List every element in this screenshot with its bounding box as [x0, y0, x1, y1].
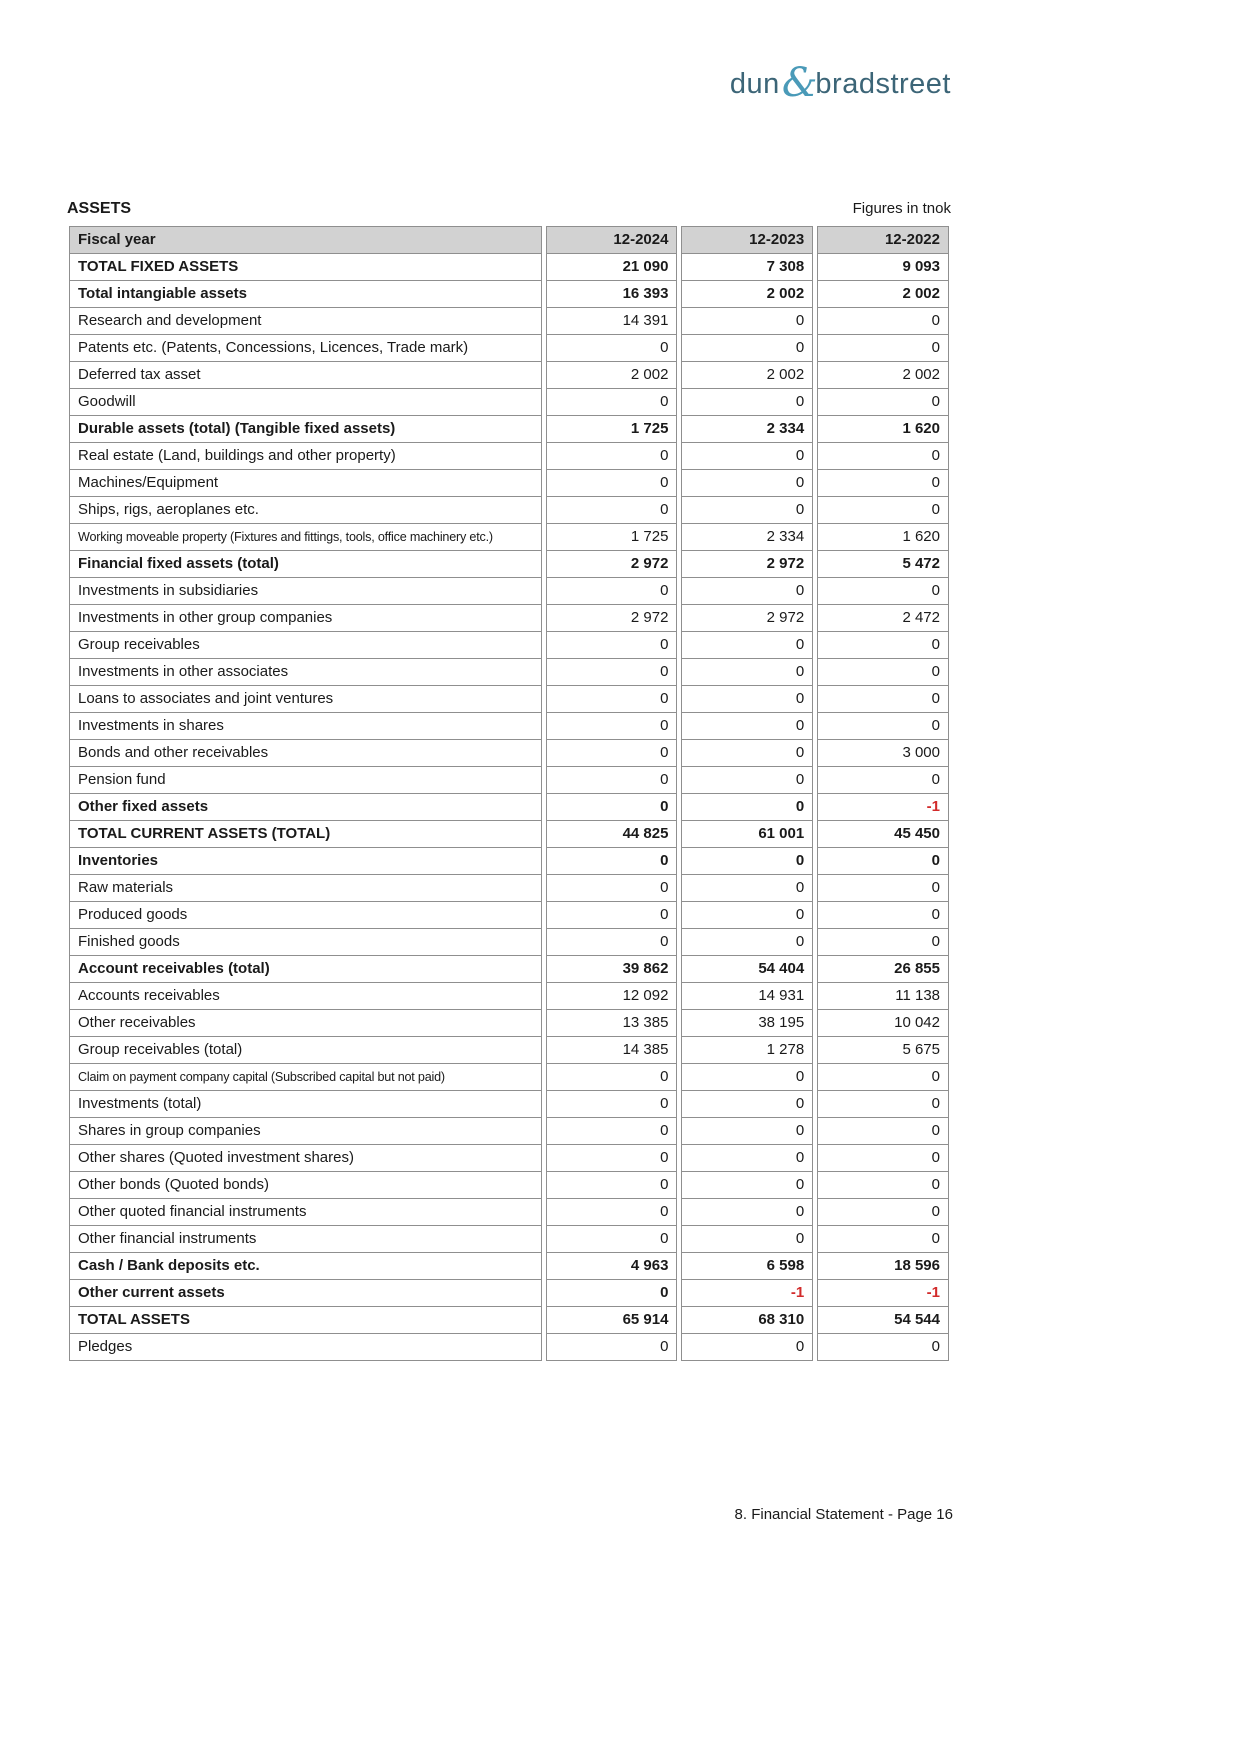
- row-value: 0: [681, 1064, 813, 1091]
- row-value: 2 972: [681, 551, 813, 578]
- row-value: 0: [817, 848, 949, 875]
- row-label: Other shares (Quoted investment shares): [69, 1145, 542, 1172]
- row-label: Bonds and other receivables: [69, 740, 542, 767]
- row-value: 54 404: [681, 956, 813, 983]
- row-value: 0: [817, 713, 949, 740]
- page-content: [65, 200, 953, 1361]
- table-row: [69, 281, 949, 308]
- row-value: 14 391: [546, 308, 678, 335]
- table-row: [69, 956, 949, 983]
- page-footer: 8. Financial Statement - Page 16: [734, 1506, 953, 1523]
- row-label: Produced goods: [69, 902, 542, 929]
- table-row: [69, 389, 949, 416]
- row-value: 0: [546, 713, 678, 740]
- assets-table: [65, 226, 953, 1361]
- row-value: 14 385: [546, 1037, 678, 1064]
- row-value: 0: [546, 848, 678, 875]
- row-value: 0: [681, 497, 813, 524]
- row-value: 0: [681, 1172, 813, 1199]
- table-row: [69, 1118, 949, 1145]
- row-value: 0: [546, 578, 678, 605]
- row-value: 0: [546, 1199, 678, 1226]
- table-row: [69, 470, 949, 497]
- row-value: 0: [817, 1091, 949, 1118]
- row-value: 0: [681, 1091, 813, 1118]
- row-value: 16 393: [546, 281, 678, 308]
- row-value: 0: [817, 389, 949, 416]
- row-label: Machines/Equipment: [69, 470, 542, 497]
- row-value: 0: [546, 389, 678, 416]
- row-value: 1 620: [817, 416, 949, 443]
- row-value: 13 385: [546, 1010, 678, 1037]
- row-value: 0: [681, 389, 813, 416]
- table-row: [69, 713, 949, 740]
- row-value: 0: [681, 1118, 813, 1145]
- row-value: 26 855: [817, 956, 949, 983]
- row-value: 1 278: [681, 1037, 813, 1064]
- row-value: 0: [681, 848, 813, 875]
- row-value: 0: [681, 794, 813, 821]
- table-row: [69, 416, 949, 443]
- logo-word-dun: dun: [729, 68, 780, 100]
- table-row: [69, 659, 949, 686]
- table-row: [69, 875, 949, 902]
- row-value: 1 725: [546, 524, 678, 551]
- row-value: 1 725: [546, 416, 678, 443]
- row-label: Investments in subsidiaries: [69, 578, 542, 605]
- row-value: 0: [681, 470, 813, 497]
- row-label: Other current assets: [69, 1280, 542, 1307]
- row-label: Inventories: [69, 848, 542, 875]
- row-value: 1 620: [817, 524, 949, 551]
- row-value: 0: [546, 1118, 678, 1145]
- table-row: [69, 983, 949, 1010]
- row-value: 0: [817, 497, 949, 524]
- row-label: Total intangiable assets: [69, 281, 542, 308]
- row-value: 54 544: [817, 1307, 949, 1334]
- row-value: 0: [817, 470, 949, 497]
- row-value: 0: [681, 335, 813, 362]
- row-value: 7 308: [681, 254, 813, 281]
- row-label: Ships, rigs, aeroplanes etc.: [69, 497, 542, 524]
- row-value: 39 862: [546, 956, 678, 983]
- column-header-12-2022: 12-2022: [817, 226, 949, 254]
- table-row: [69, 578, 949, 605]
- row-label: Financial fixed assets (total): [69, 551, 542, 578]
- table-row: [69, 497, 949, 524]
- row-value: 0: [546, 1280, 678, 1307]
- table-row: [69, 362, 949, 389]
- table-row: [69, 740, 949, 767]
- row-value: 0: [817, 1172, 949, 1199]
- row-label: Raw materials: [69, 875, 542, 902]
- column-header-fiscal-year: Fiscal year: [69, 226, 542, 254]
- row-value: 0: [546, 740, 678, 767]
- row-value: 0: [817, 659, 949, 686]
- row-value: 65 914: [546, 1307, 678, 1334]
- row-label: Loans to associates and joint ventures: [69, 686, 542, 713]
- table-row: [69, 1037, 949, 1064]
- row-value: 3 000: [817, 740, 949, 767]
- row-value: 0: [681, 659, 813, 686]
- row-label: Cash / Bank deposits etc.: [69, 1253, 542, 1280]
- row-value: -1: [817, 794, 949, 821]
- row-value: 0: [546, 443, 678, 470]
- row-value: 2 334: [681, 524, 813, 551]
- row-value: 45 450: [817, 821, 949, 848]
- row-value: 0: [681, 1334, 813, 1361]
- row-value: 0: [681, 443, 813, 470]
- row-label: TOTAL CURRENT ASSETS (TOTAL): [69, 821, 542, 848]
- row-value: 2 972: [546, 551, 678, 578]
- row-value: 0: [681, 1145, 813, 1172]
- section-title: ASSETS: [67, 200, 132, 217]
- row-label: TOTAL FIXED ASSETS: [69, 254, 542, 281]
- row-value: 0: [546, 929, 678, 956]
- row-value: 0: [546, 659, 678, 686]
- table-row: [69, 821, 949, 848]
- row-value: 0: [817, 767, 949, 794]
- row-value: 4 963: [546, 1253, 678, 1280]
- row-label: Shares in group companies: [69, 1118, 542, 1145]
- row-label: Accounts receivables: [69, 983, 542, 1010]
- table-header-row: [69, 226, 949, 254]
- row-value: 10 042: [817, 1010, 949, 1037]
- row-value: 0: [681, 1226, 813, 1253]
- row-value: 0: [817, 929, 949, 956]
- row-value: 9 093: [817, 254, 949, 281]
- row-value: 0: [817, 875, 949, 902]
- row-value: 0: [546, 1064, 678, 1091]
- row-value: 0: [546, 632, 678, 659]
- dun-bradstreet-logo: dun & bradstreet: [729, 60, 951, 106]
- row-value: 0: [546, 686, 678, 713]
- row-value: 0: [817, 1334, 949, 1361]
- row-label: TOTAL ASSETS: [69, 1307, 542, 1334]
- assets-table-head: [69, 226, 949, 254]
- row-value: 0: [546, 497, 678, 524]
- row-label: Real estate (Land, buildings and other property): [69, 443, 542, 470]
- table-row: [69, 551, 949, 578]
- row-value: 0: [546, 1145, 678, 1172]
- row-value: 0: [546, 470, 678, 497]
- table-row: [69, 1334, 949, 1361]
- row-value: 44 825: [546, 821, 678, 848]
- row-value: 11 138: [817, 983, 949, 1010]
- table-row: [69, 254, 949, 281]
- row-value: 6 598: [681, 1253, 813, 1280]
- row-label: Other quoted financial instruments: [69, 1199, 542, 1226]
- row-label: Other fixed assets: [69, 794, 542, 821]
- row-value: 2 972: [546, 605, 678, 632]
- row-label: Goodwill: [69, 389, 542, 416]
- assets-table-body: [69, 254, 949, 1361]
- row-label: Investments (total): [69, 1091, 542, 1118]
- table-row: [69, 1091, 949, 1118]
- table-row: [69, 1145, 949, 1172]
- row-label: Deferred tax asset: [69, 362, 542, 389]
- table-row: [69, 1226, 949, 1253]
- figures-unit-note: Figures in tnok: [852, 200, 951, 217]
- row-value: 2 002: [817, 362, 949, 389]
- table-row: [69, 929, 949, 956]
- table-row: [69, 443, 949, 470]
- column-header-12-2024: 12-2024: [546, 226, 678, 254]
- row-label: Patents etc. (Patents, Concessions, Licences, Trade mark): [69, 335, 542, 362]
- row-label: Durable assets (total) (Tangible fixed assets): [69, 416, 542, 443]
- row-value: 5 675: [817, 1037, 949, 1064]
- row-value: 0: [546, 1226, 678, 1253]
- table-row: [69, 1010, 949, 1037]
- column-header-12-2023: 12-2023: [681, 226, 813, 254]
- logo-word-bradstreet: bradstreet: [815, 68, 951, 100]
- row-value: 0: [546, 1091, 678, 1118]
- table-row: [69, 767, 949, 794]
- row-value: 0: [546, 875, 678, 902]
- row-value: 0: [681, 740, 813, 767]
- row-value: 0: [817, 686, 949, 713]
- row-value: 21 090: [546, 254, 678, 281]
- row-value: 0: [681, 713, 813, 740]
- row-value: 2 472: [817, 605, 949, 632]
- table-row: [69, 1307, 949, 1334]
- row-value: 0: [546, 1172, 678, 1199]
- row-value: 0: [546, 902, 678, 929]
- row-value: 0: [546, 794, 678, 821]
- row-value: 0: [546, 1334, 678, 1361]
- row-value: 61 001: [681, 821, 813, 848]
- row-value: 2 002: [681, 362, 813, 389]
- row-value: 68 310: [681, 1307, 813, 1334]
- row-value: 0: [546, 335, 678, 362]
- row-label: Other bonds (Quoted bonds): [69, 1172, 542, 1199]
- row-value: 2 972: [681, 605, 813, 632]
- row-label: Investments in other group companies: [69, 605, 542, 632]
- table-title-row: [65, 200, 953, 226]
- row-value: 18 596: [817, 1253, 949, 1280]
- row-value: 38 195: [681, 1010, 813, 1037]
- row-label: Group receivables (total): [69, 1037, 542, 1064]
- row-value: 0: [817, 902, 949, 929]
- row-value: 0: [681, 1199, 813, 1226]
- table-row: [69, 848, 949, 875]
- table-row: [69, 632, 949, 659]
- row-label: Group receivables: [69, 632, 542, 659]
- row-label: Investments in shares: [69, 713, 542, 740]
- row-value: 0: [681, 902, 813, 929]
- row-value: 2 002: [817, 281, 949, 308]
- row-value: 0: [681, 632, 813, 659]
- row-label: Other receivables: [69, 1010, 542, 1037]
- row-value: 0: [817, 1226, 949, 1253]
- row-value: 0: [817, 443, 949, 470]
- row-value: -1: [681, 1280, 813, 1307]
- row-value: 0: [817, 632, 949, 659]
- row-label: Other financial instruments: [69, 1226, 542, 1253]
- row-value: 14 931: [681, 983, 813, 1010]
- row-value: 0: [681, 308, 813, 335]
- table-row: [69, 1172, 949, 1199]
- row-label: Finished goods: [69, 929, 542, 956]
- row-value: 2 334: [681, 416, 813, 443]
- row-value: 0: [546, 767, 678, 794]
- row-label: Claim on payment company capital (Subscribed capital but not paid): [69, 1064, 542, 1091]
- row-value: 0: [681, 686, 813, 713]
- row-label: Pledges: [69, 1334, 542, 1361]
- row-label: Pension fund: [69, 767, 542, 794]
- table-row: [69, 605, 949, 632]
- row-value: 2 002: [681, 281, 813, 308]
- table-row: [69, 1199, 949, 1226]
- row-value: 0: [681, 875, 813, 902]
- row-value: 2 002: [546, 362, 678, 389]
- row-label: Account receivables (total): [69, 956, 542, 983]
- row-value: 0: [817, 1199, 949, 1226]
- row-value: 0: [817, 1118, 949, 1145]
- table-row: [69, 1064, 949, 1091]
- table-row: [69, 524, 949, 551]
- row-value: 0: [817, 1145, 949, 1172]
- table-row: [69, 794, 949, 821]
- row-label: Investments in other associates: [69, 659, 542, 686]
- table-row: [69, 1280, 949, 1307]
- row-label: Working moveable property (Fixtures and fittings, tools, office machinery etc.): [69, 524, 542, 551]
- row-value: 0: [681, 578, 813, 605]
- row-value: 0: [681, 767, 813, 794]
- table-row: [69, 308, 949, 335]
- row-label: Research and development: [69, 308, 542, 335]
- table-row: [69, 902, 949, 929]
- table-row: [69, 686, 949, 713]
- table-row: [69, 1253, 949, 1280]
- row-value: 5 472: [817, 551, 949, 578]
- row-value: 0: [817, 578, 949, 605]
- row-value: 0: [817, 335, 949, 362]
- row-value: 0: [681, 929, 813, 956]
- row-value: 0: [817, 1064, 949, 1091]
- row-value: 0: [817, 308, 949, 335]
- row-value: -1: [817, 1280, 949, 1307]
- table-row: [69, 335, 949, 362]
- row-value: 12 092: [546, 983, 678, 1010]
